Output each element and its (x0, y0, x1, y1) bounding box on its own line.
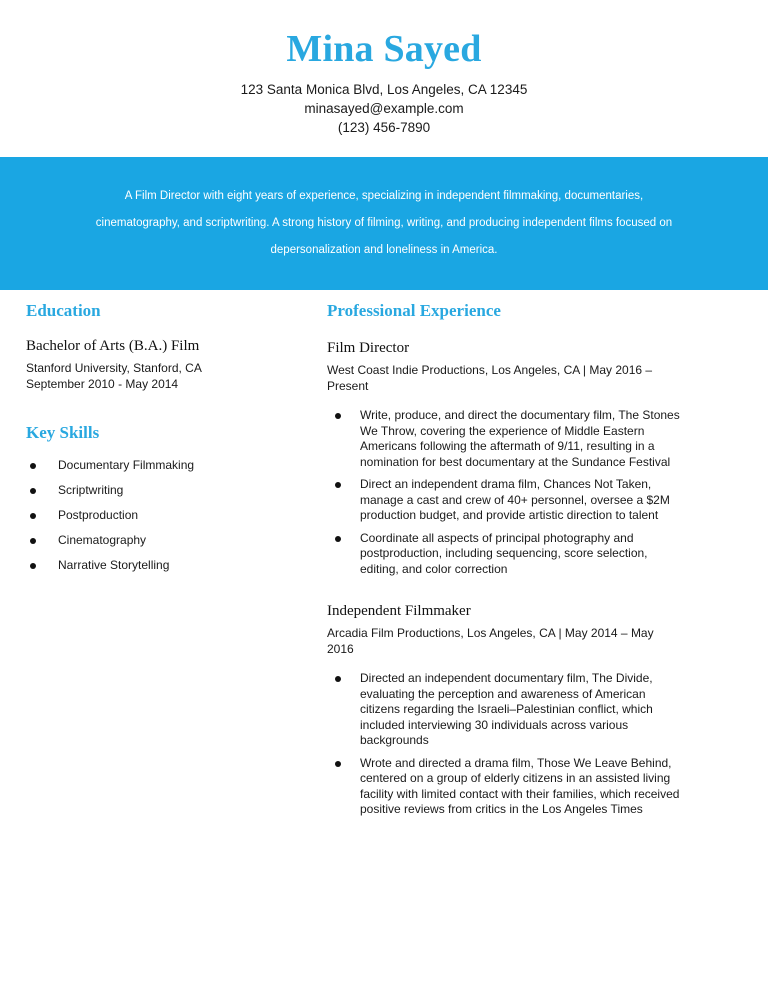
summary-banner (0, 157, 768, 290)
job-title: Independent Filmmaker (327, 603, 471, 619)
right-column (265, 300, 768, 825)
education-degree: Bachelor of Arts (B.A.) Film (26, 338, 200, 354)
resume-body (0, 300, 768, 825)
skills-heading: Key Skills (26, 423, 100, 442)
list-item (26, 508, 265, 523)
bullet-icon (30, 513, 36, 519)
list-item (327, 408, 680, 470)
bullet-icon (30, 538, 36, 544)
skill-label: Scriptwriting (58, 483, 124, 497)
list-item (26, 483, 265, 498)
skill-label: Cinematography (58, 533, 147, 547)
list-item (26, 458, 265, 473)
job-bullet-list (327, 408, 680, 577)
list-item (327, 671, 680, 749)
summary-text: A Film Director with eight years of experience, specializing in independent filmmaking, documentaries, cinematography, and scriptwriting. A strong history of filming, writing, and producing independent films focused on depersonalization and loneliness in America. (95, 190, 673, 256)
job-bullet-text: Coordinate all aspects of principal photography and postproduction, including sequencing, score selection, editing, and color correction (360, 530, 648, 576)
job-bullet-text: Direct an independent drama film, Chances Not Taken, manage a cast and crew of 40+ personnel, oversee a $2M production budget, and provide artistic direction to talent (360, 477, 670, 522)
left-column (0, 300, 265, 573)
bullet-icon (335, 536, 341, 542)
contact-phone: (123) 456-7890 (337, 120, 431, 135)
job-meta: West Coast Indie Productions, Los Angeles, CA | May 2016 – Present (327, 363, 653, 393)
job-bullet-text: Wrote and directed a drama film, Those We Leave Behind, centered on a group of elderly citizens in an assisted living facility with limited contact with their families, which received positive reviews from critics in the Los Angeles Times (360, 755, 680, 816)
experience-heading: Professional Experience (327, 301, 501, 320)
job-title: Film Director (327, 340, 410, 356)
list-item (26, 533, 265, 548)
job-bullet-list (327, 671, 680, 818)
candidate-name: Mina Sayed (286, 28, 482, 70)
list-item (26, 558, 265, 573)
education-dates: September 2010 - May 2014 (26, 377, 179, 391)
education-heading: Education (26, 301, 101, 320)
list-item (327, 477, 680, 524)
skill-label: Narrative Storytelling (58, 558, 170, 572)
skill-label: Postproduction (58, 508, 139, 522)
bullet-icon (335, 761, 341, 767)
job-meta: Arcadia Film Productions, Los Angeles, CA | May 2014 – May 2016 (327, 626, 654, 656)
education-section (26, 300, 265, 392)
experience-entry (327, 601, 680, 818)
job-bullet-text: Write, produce, and direct the documentary film, The Stones We Throw, covering the experience of Middle Eastern Americans following the aftermath of 9/11, resulting in a nomination for best documentary at the Sundance Festival (360, 408, 680, 469)
skill-label: Documentary Filmmaking (58, 458, 195, 472)
resume-header (0, 0, 768, 137)
contact-address: 123 Santa Monica Blvd, Los Angeles, CA 12345 (240, 82, 528, 97)
list-item (327, 531, 680, 578)
bullet-icon (30, 488, 36, 494)
contact-email: minasayed@example.com (304, 101, 464, 116)
bullet-icon (335, 482, 341, 488)
bullet-icon (335, 413, 341, 419)
bullet-icon (30, 563, 36, 569)
bullet-icon (335, 676, 341, 682)
list-item (327, 756, 680, 818)
skills-section (26, 422, 265, 573)
skills-list (26, 458, 265, 573)
experience-entry (327, 338, 680, 577)
education-school: Stanford University, Stanford, CA (26, 361, 202, 375)
job-bullet-text: Directed an independent documentary film, The Divide, evaluating the perception and awareness of American citizens regarding the Israeli–Palestinian conflict, which included interviewing 30 individuals across various backgrounds (360, 671, 653, 747)
bullet-icon (30, 463, 36, 469)
